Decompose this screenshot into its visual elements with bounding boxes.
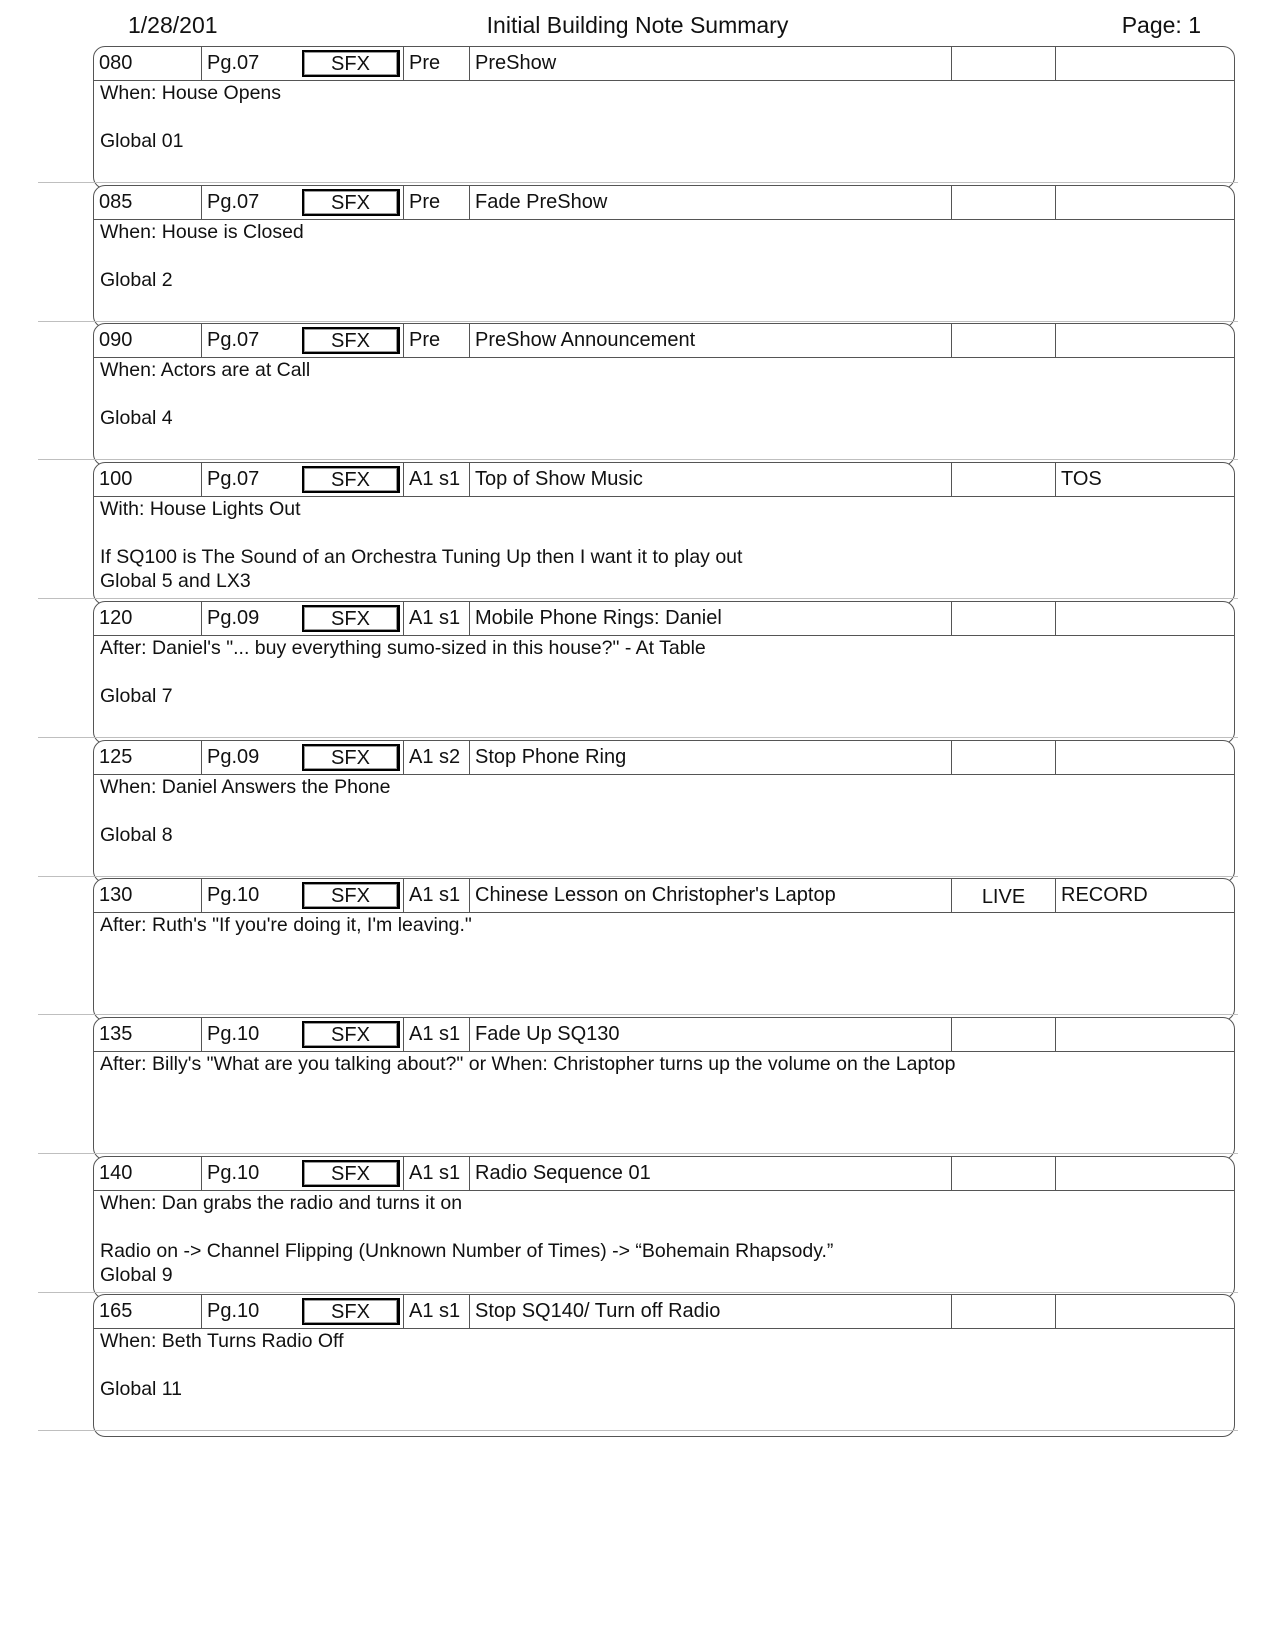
cue-page: Pg.09 [207, 606, 260, 629]
cue-separator [38, 1153, 1238, 1154]
cue-card-frame [93, 323, 1235, 466]
cue-card-frame [93, 1017, 1235, 1160]
cue-header-row [94, 186, 1234, 220]
cue-type-badge: SFX [302, 50, 400, 77]
cue-page: Pg.10 [207, 1300, 260, 1323]
cue-scene: A1 s1 [403, 602, 470, 635]
cue-note: After: Daniel's "... buy everything sumo-sized in this house?" - At Table Global 7 [100, 636, 706, 707]
cue-note: After: Billy's "What are you talking about?" or When: Christopher turns up the volume on the Laptop [100, 1052, 956, 1075]
cue-flag-live [952, 186, 1056, 219]
cue-separator [38, 1014, 1238, 1015]
cue-header-row [94, 1157, 1234, 1191]
cue-flag-live [952, 1295, 1056, 1328]
cue-card [93, 1156, 1235, 1299]
cue-description: PreShow [470, 47, 952, 80]
cue-type-badge: SFX [302, 744, 400, 771]
cue-page: Pg.10 [207, 1161, 260, 1184]
cue-separator [38, 1292, 1238, 1293]
cue-separator [38, 598, 1238, 599]
cue-card [93, 323, 1235, 466]
cue-number: 165 [94, 1295, 202, 1328]
cue-flag-tag [1056, 1295, 1234, 1328]
cue-card-frame [93, 740, 1235, 883]
cue-type-badge: SFX [302, 882, 400, 909]
cue-page: Pg.07 [207, 329, 260, 352]
cue-number: 130 [94, 879, 202, 912]
cue-flag-tag [1056, 602, 1234, 635]
cue-note: When: House is Closed Global 2 [100, 220, 304, 291]
cue-card [93, 46, 1235, 189]
cue-description: Chinese Lesson on Christopher's Laptop [470, 879, 952, 912]
cue-note: After: Ruth's "If you're doing it, I'm leaving." [100, 914, 472, 937]
cue-page: Pg.09 [207, 745, 260, 768]
cue-type-badge: SFX [302, 1021, 400, 1048]
cue-scene: A1 s1 [403, 879, 470, 912]
cue-page: Pg.07 [207, 190, 260, 213]
cue-separator [38, 321, 1238, 322]
cue-scene: Pre [403, 324, 470, 357]
cue-note: When: Daniel Answers the Phone Global 8 [100, 775, 391, 846]
cue-type-badge: SFX [302, 605, 400, 632]
cue-scene: A1 s1 [403, 1018, 470, 1051]
cue-scene: A1 s1 [403, 1157, 470, 1190]
cue-card [93, 185, 1235, 328]
report-date: 1/28/201 [128, 12, 218, 38]
cue-card [93, 1294, 1235, 1437]
cue-scene: A1 s2 [403, 741, 470, 774]
cue-flag-live [952, 463, 1056, 496]
cue-number: 085 [94, 186, 202, 219]
cue-number: 090 [94, 324, 202, 357]
cue-page: Pg.07 [207, 468, 260, 491]
cue-header-row [94, 741, 1234, 775]
cue-description: Radio Sequence 01 [470, 1157, 952, 1190]
cue-description: Fade PreShow [470, 186, 952, 219]
cue-card-frame [93, 462, 1235, 605]
cue-header-row [94, 1018, 1234, 1052]
cue-card [93, 878, 1235, 1021]
cue-scene: Pre [403, 47, 470, 80]
cue-type-badge: SFX [302, 189, 400, 216]
cue-type-badge: SFX [302, 1160, 400, 1187]
cue-card-frame [93, 601, 1235, 744]
cue-separator [38, 1430, 1238, 1431]
cue-description: Stop SQ140/ Turn off Radio [470, 1295, 952, 1328]
cue-note: When: House Opens Global 01 [100, 82, 282, 152]
cue-number: 135 [94, 1018, 202, 1051]
cue-flag-live [952, 324, 1056, 357]
cue-header-row [94, 879, 1234, 913]
cue-card [93, 601, 1235, 744]
cue-card [93, 740, 1235, 883]
cue-separator [38, 182, 1238, 183]
cue-flag-live [952, 47, 1056, 80]
cue-card-frame [93, 46, 1235, 189]
cue-card-frame [93, 1156, 1235, 1299]
cue-number: 080 [94, 47, 202, 80]
cue-note: When: Actors are at Call Global 4 [100, 359, 311, 430]
cue-header-row [94, 324, 1234, 358]
cue-number: 140 [94, 1157, 202, 1190]
cue-description: PreShow Announcement [470, 324, 952, 357]
cue-flag-live: LIVE [952, 879, 1056, 912]
cue-card-frame [93, 185, 1235, 328]
cue-description: Mobile Phone Rings: Daniel [470, 602, 952, 635]
cue-description: Stop Phone Ring [470, 741, 952, 774]
cue-card-frame [93, 1294, 1235, 1437]
cue-type-badge: SFX [302, 327, 400, 354]
cue-flag-tag [1056, 1018, 1234, 1051]
cue-note: When: Beth Turns Radio Off Global 11 [100, 1330, 344, 1401]
report-title: Initial Building Note Summary [486, 12, 789, 38]
cue-flag-live [952, 1018, 1056, 1051]
cue-flag-tag [1056, 186, 1234, 219]
cue-header-row [94, 602, 1234, 636]
cue-type-badge: SFX [302, 466, 400, 493]
cue-separator [38, 737, 1238, 738]
cue-header-row [94, 463, 1234, 497]
cue-flag-live [952, 1157, 1056, 1190]
cue-flag-tag [1056, 1157, 1234, 1190]
cue-note: When: Dan grabs the radio and turns it on Radio on -> Channel Flipping (Unknown Number of Times) -> “Bohemain Rhapsody.” Global 9 [100, 1191, 834, 1286]
cue-flag-live [952, 741, 1056, 774]
cue-number: 100 [94, 463, 202, 496]
cue-card [93, 462, 1235, 605]
cue-header-row [94, 1295, 1234, 1329]
cue-note: With: House Lights Out If SQ100 is The Sound of an Orchestra Tuning Up then I want it to play out Global 5 and LX3 [100, 498, 743, 593]
cue-card-frame [93, 878, 1235, 1021]
cue-number: 120 [94, 602, 202, 635]
cue-scene: A1 s1 [403, 463, 470, 496]
cue-scene: A1 s1 [403, 1295, 470, 1328]
cue-page: Pg.07 [207, 52, 260, 74]
page-number: Page: 1 [1121, 12, 1201, 38]
cue-description: Top of Show Music [470, 463, 952, 496]
cue-flag-tag [1056, 741, 1234, 774]
cue-scene: Pre [403, 186, 470, 219]
cue-flag-tag: TOS [1061, 468, 1102, 491]
cue-card [93, 1017, 1235, 1160]
cue-separator [38, 876, 1238, 877]
cue-page: Pg.10 [207, 884, 260, 907]
cue-flag-tag [1056, 47, 1234, 80]
cue-number: 125 [94, 741, 202, 774]
cue-description: Fade Up SQ130 [470, 1018, 952, 1051]
cue-flag-tag [1056, 324, 1234, 357]
cue-separator [38, 459, 1238, 460]
cue-type-badge: SFX [302, 1298, 400, 1325]
cue-header-row [94, 47, 1234, 81]
cue-flag-live [952, 602, 1056, 635]
cue-page: Pg.10 [207, 1022, 260, 1045]
cue-flag-tag: RECORD [1061, 884, 1148, 907]
